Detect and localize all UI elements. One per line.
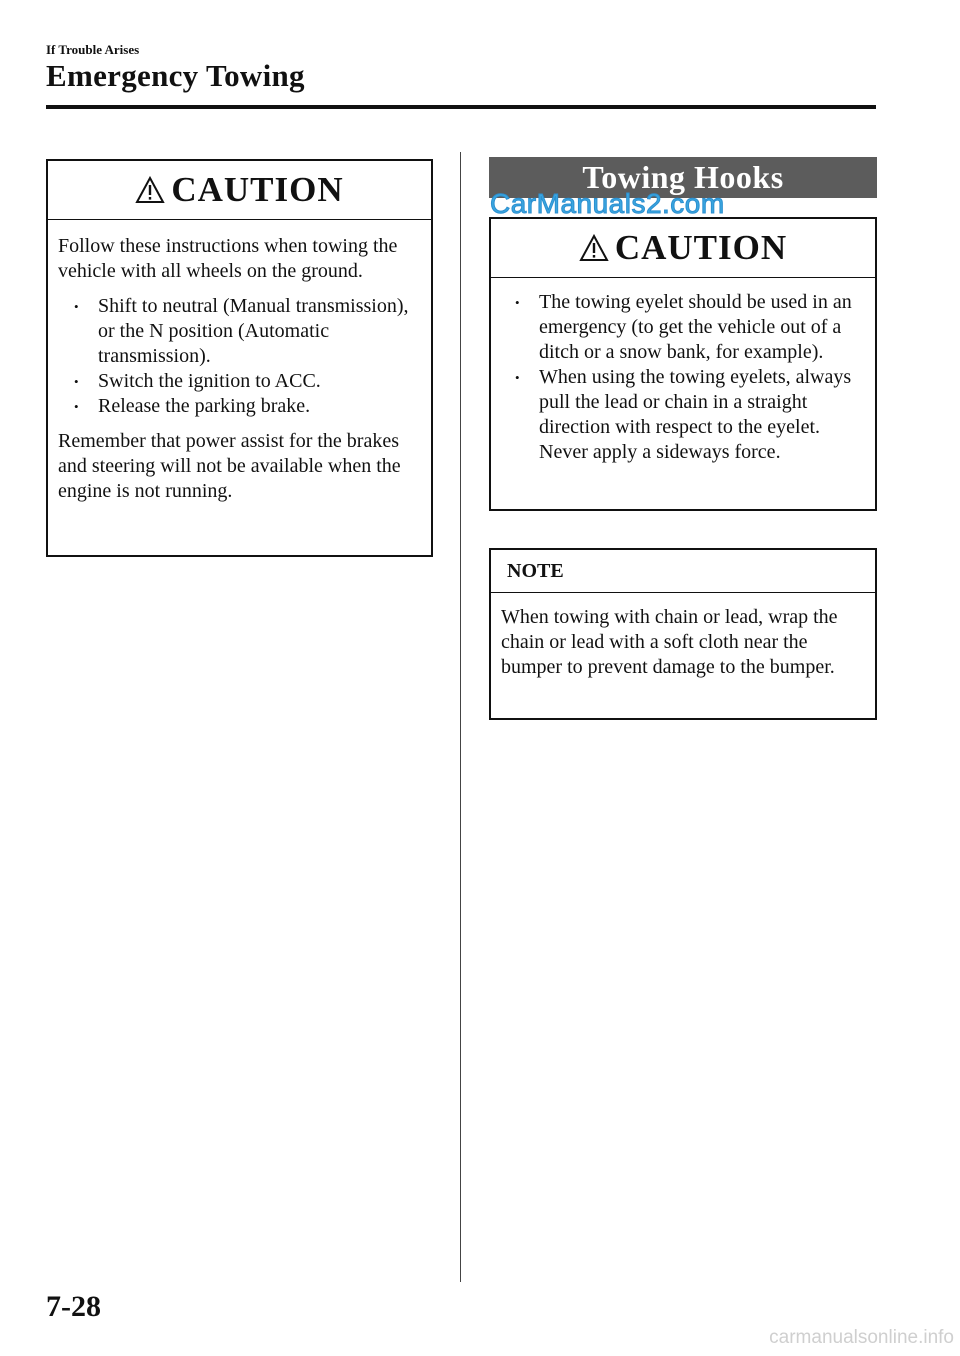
note-title: NOTE [491, 550, 875, 593]
section-label: If Trouble Arises [46, 42, 140, 57]
caution-closing: Remember that power assist for the brakes and steering will not be available when the engine is not running. [58, 430, 401, 502]
caution-bullet-list [499, 290, 867, 465]
warning-triangle-icon [135, 176, 165, 204]
page-title: Emergency Towing [46, 58, 305, 93]
header-rule [46, 105, 876, 109]
caution-bullet: • Shift to neutral (Manual transmission), or the N position (Automatic transmission). [58, 294, 421, 369]
caution-box-wheels-on-ground [46, 159, 433, 557]
warning-triangle-icon [579, 234, 609, 262]
caution-bullet: • The towing eyelet should be used in an emergency (to get the vehicle out of a ditch or a snow bank, for example). [499, 290, 867, 365]
caution-header [491, 219, 875, 278]
footer-site-watermark: carmanualsonline.info [769, 1327, 954, 1348]
caution-bullet: • When using the towing eyelets, always pull the lead or chain in a straight direction with respect to the eyelet. Never apply a sideways force. [499, 365, 867, 465]
watermark-text: CarManuals2.com [490, 188, 725, 219]
towing-hooks-heading: Towing Hooks [489, 157, 877, 198]
caution-title: CAUTION [171, 170, 344, 209]
caution-title: CAUTION [614, 228, 788, 267]
caution-body [491, 278, 875, 483]
caution-bullet: • Release the parking brake. [58, 394, 421, 419]
note-text: When towing with chain or lead, wrap the chain or lead with a soft cloth near the bumper to prevent damage to the bumper. [501, 606, 838, 678]
caution-header [48, 161, 431, 220]
caution-box-towing-eyelet [489, 217, 877, 511]
caution-intro: Follow these instructions when towing the vehicle with all wheels on the ground. [58, 235, 398, 282]
caution-bullet-list [58, 294, 421, 419]
caution-body [48, 220, 431, 524]
note-box [489, 548, 877, 720]
page-number: 7-28 [46, 1290, 101, 1323]
column-divider [460, 152, 461, 1282]
caution-bullet: • Switch the ignition to ACC. [58, 369, 421, 394]
